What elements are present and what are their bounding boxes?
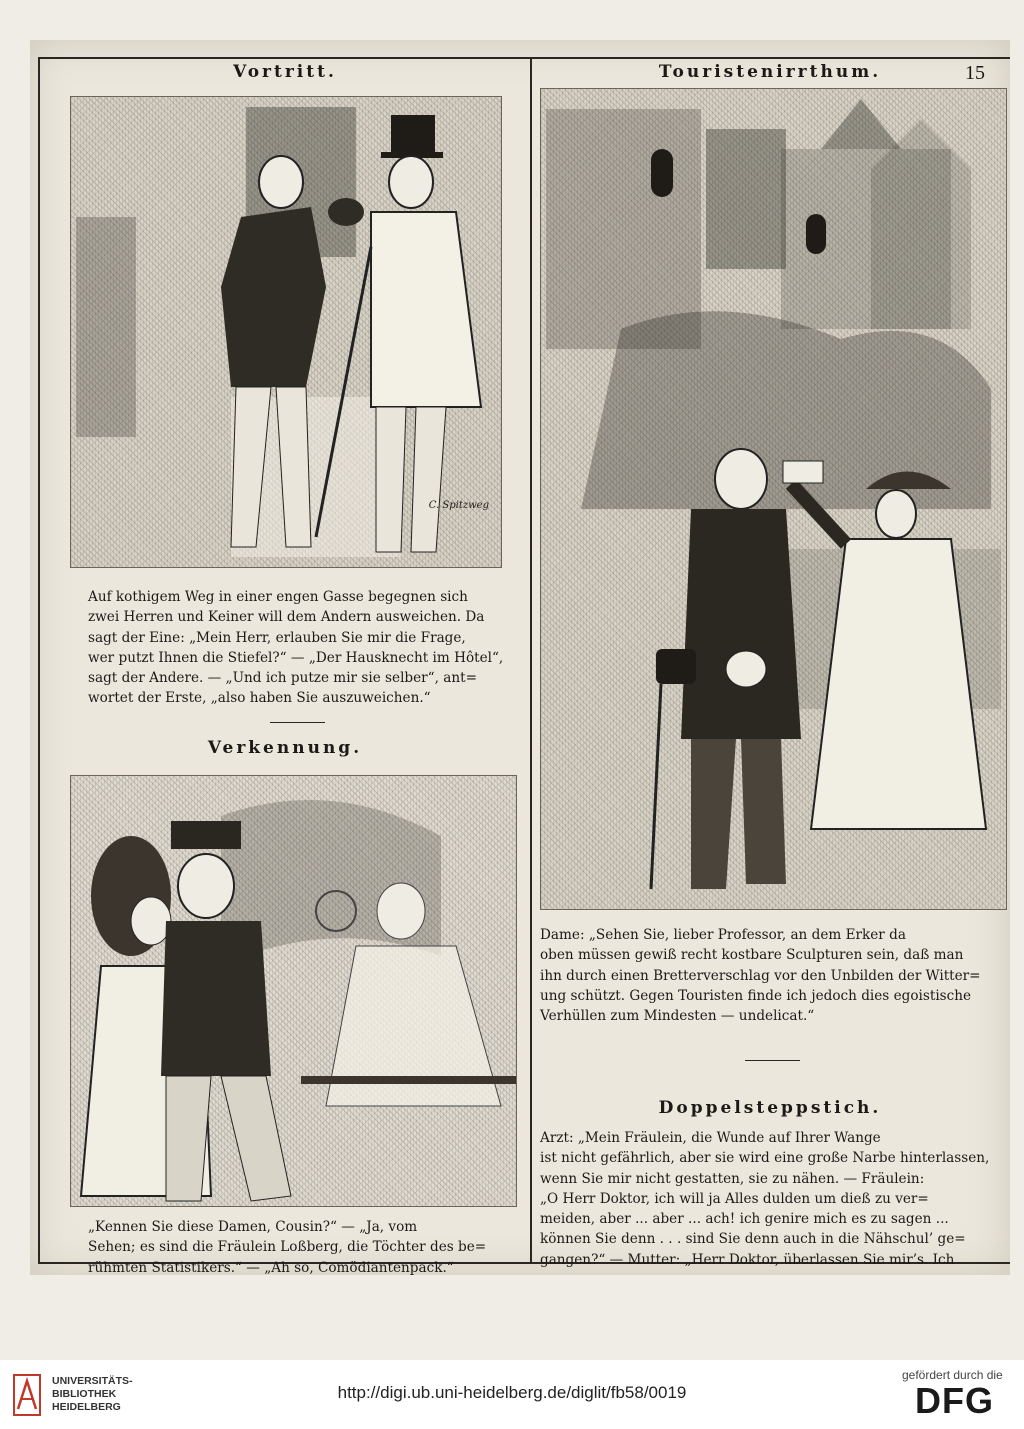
text-line: Arzt: „Mein Fräulein, die Wunde auf Ihrer Wange [540, 1130, 881, 1146]
illustration-officer-and-lady-drawing [71, 776, 516, 1206]
text-line: zwei Herren und Keiner will dem Andern ausweichen. Da [88, 609, 485, 626]
permalink-url[interactable]: http://digi.ub.uni-heidelberg.de/diglit/fb58/0019 [337, 1383, 687, 1402]
text-line: rühmten Statistikers.“ — „Ah so, Comödiantenpack.“ [88, 1259, 454, 1276]
article-vortritt-text [88, 587, 515, 709]
text-line: gangen?“ — Mutter: „Herr Doktor, überlassen Sie mir’s. Ich [540, 1251, 955, 1268]
library-name-line: BIBLIOTHEK [52, 1388, 117, 1400]
column-divider [530, 57, 532, 1264]
article-verkennung-text [88, 1217, 515, 1278]
digitization-footer [0, 1360, 1024, 1429]
heading-touristenirrthum: Touristenirrthum. [658, 62, 882, 82]
text-line: „O Herr Doktor, ich will ja Alles dulden um dieß zu ver= [540, 1190, 929, 1207]
text-line: ung schützt. Gegen Touristen finde ich jedoch dies egoistische [540, 987, 972, 1004]
text-line: wer putzt Ihnen die Stiefel?“ — „Der Hausknecht im Hôtel“, [88, 649, 504, 666]
text-line: ist nicht gefährlich, aber sie wird eine große Narbe hinterlassen, [540, 1150, 990, 1167]
text-line: wenn Sie mir nicht gestatten, sie zu nähen. — Fräulein: [540, 1170, 925, 1187]
article-doppelsteppstich-text [540, 1128, 994, 1270]
text-line: Verhüllen zum Mindesten — undelicat.“ [540, 1008, 815, 1025]
illustration-two-gentlemen-drawing [71, 97, 501, 567]
heading-doppelsteppstich: Doppelsteppstich. [658, 1098, 882, 1118]
illustration-signature: C. Spitzweg [428, 500, 489, 511]
heading-vortritt: Vortritt. [233, 62, 337, 82]
dfg-logo: DFG [915, 1380, 994, 1421]
separator-rule [745, 1060, 800, 1061]
library-name-line: HEIDELBERG [52, 1401, 121, 1413]
text-line: ihn durch einen Bretterverschlag vor den Unbilden der Witter= [540, 967, 981, 984]
text-line: Sehen; es sind die Fräulein Loßberg, die Töchter des be= [88, 1239, 487, 1256]
text-line: oben müssen gewiß recht kostbare Sculpturen sein, daß man [540, 947, 964, 964]
text-line: Dame: „Sehen Sie, lieber Professor, an dem Erker da [540, 927, 906, 943]
funding-label: gefördert durch die [902, 1368, 1003, 1382]
text-line: meiden, aber ... aber ... ach! ich genire mich es zu sagen ... [540, 1211, 949, 1228]
text-line: können Sie denn . . . sind Sie denn auch in die Nähschul’ ge= [540, 1231, 966, 1248]
separator-rule [270, 722, 325, 723]
text-line: Auf kothigem Weg in einer engen Gasse begegnen sich [88, 589, 468, 605]
text-line: wortet der Erste, „also haben Sie auszuweichen.“ [88, 690, 431, 707]
text-line: sagt der Eine: „Mein Herr, erlauben Sie mir die Frage, [88, 629, 466, 646]
text-line: „Kennen Sie diese Damen, Cousin?“ — „Ja, vom [88, 1219, 418, 1235]
text-line: sagt der Andere. — „Und ich putze mir sie selber“, ant= [88, 670, 477, 687]
illustration-two-gentlemen [70, 96, 502, 568]
page-number: 15 [965, 62, 985, 84]
illustration-officer-and-lady [70, 775, 517, 1207]
illustration-tourists-castle [540, 88, 1007, 910]
page-frame-left-rule [38, 57, 40, 1264]
library-name-line: UNIVERSITÄTS- [52, 1375, 133, 1387]
illustration-tourists-castle-drawing [541, 89, 1006, 909]
page-frame-top-rule [38, 57, 1010, 59]
article-touristenirrthum-text [540, 925, 994, 1026]
heading-verkennung: Verkennung. [207, 738, 363, 758]
